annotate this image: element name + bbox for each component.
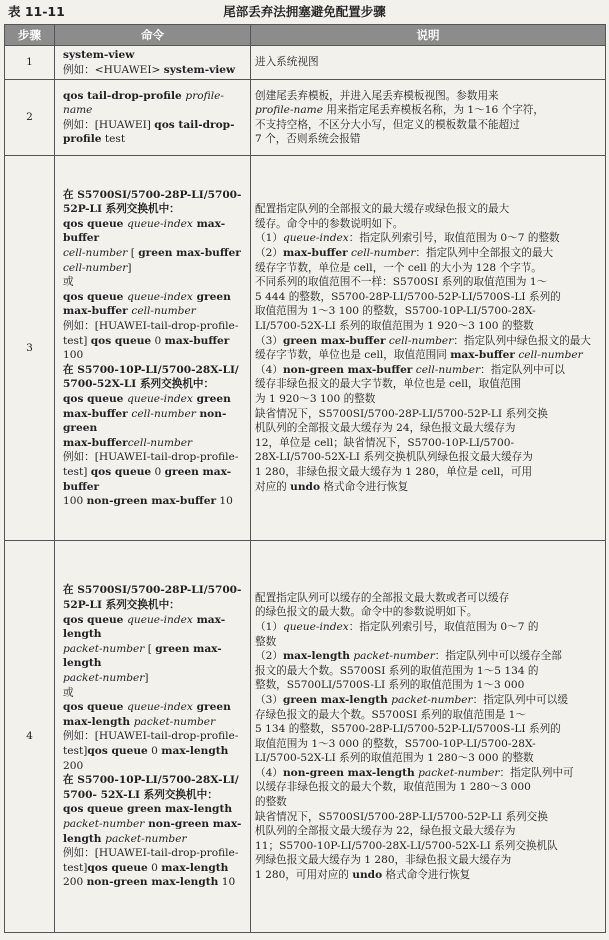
text-run: （1） [255, 620, 283, 633]
text-run: 12，单位是 cell；缺省情况下，S5700-10P-LI/5700- [255, 436, 515, 449]
text-run: green max-length [63, 642, 222, 670]
text-run: 200 [63, 759, 84, 772]
text-run: qos queue [90, 465, 152, 478]
text-run: cell-number [415, 363, 481, 376]
text-run: 5 444 的整数，S5700-28P-LI/5700-52P-LI/5700S-LI 系列的 [255, 290, 561, 303]
text-run: ] [144, 672, 149, 685]
text-run: non-green max-length [282, 766, 415, 779]
text-line [255, 421, 601, 436]
text-run: green max-buffer [138, 247, 241, 260]
text-run: system-view [63, 49, 135, 61]
text-run: 格式命令进行恢复 [320, 480, 409, 493]
text-line [255, 103, 601, 118]
text-run: test] [63, 861, 88, 874]
text-run: 在 [63, 774, 78, 787]
text-run: non-green max-length [86, 876, 219, 889]
text-run: 10 [216, 495, 233, 508]
command-cell [55, 80, 251, 156]
text-run: cell-number [351, 247, 416, 260]
text-run: 5700-52X-LI 系列交换机中： [63, 378, 215, 391]
text-run: green [192, 290, 231, 303]
text-run: max-buffer [282, 247, 348, 260]
text-line [63, 598, 246, 613]
text-line [255, 217, 601, 232]
text-line [63, 583, 246, 598]
text-run: qos queue [90, 334, 152, 347]
text-line [63, 773, 246, 788]
text-line [255, 55, 601, 70]
text-run: non-green [63, 407, 227, 435]
step-number: 3 [5, 156, 55, 541]
text-run: 11；S5700-10P-LI/5700-28X-LI/5700-52X-LI 系列交换机队 [255, 839, 558, 852]
text-line [63, 494, 246, 509]
text-run: test] [63, 744, 88, 757]
text-line [63, 304, 246, 319]
text-line [255, 392, 601, 407]
text-run: qos queue [87, 744, 148, 757]
description-cell [251, 156, 606, 541]
text-line [255, 377, 601, 392]
text-run: 缺省情况下，S5700SI/5700-28P-LI/5700-52P-LI 系列交换 [255, 407, 548, 420]
text-run: （1） [255, 232, 283, 245]
text-run: [ [127, 247, 139, 260]
text-run: 在 S5700SI/5700-28P-LI/5700- [63, 188, 242, 201]
text-run: max-buffer [63, 436, 128, 449]
text-line [63, 132, 246, 147]
text-run: qos tail-drop- [154, 118, 235, 131]
text-run: qos tail-drop-profile [63, 89, 186, 102]
text-run: 0 [147, 861, 162, 874]
text-run: max-length [282, 650, 351, 663]
text-run: （3） [255, 693, 283, 706]
text-run: max-buffer [164, 334, 230, 347]
text-run: profile-name [255, 104, 323, 117]
text-run: 不支持空格，不区分大小写，但定义的模板数量不能超过 [255, 118, 520, 131]
text-run: green [192, 701, 231, 714]
text-line [63, 686, 246, 701]
text-run: 报文的最大个数。S5700SI 系列的取值范围为 1～5 134 的 [255, 664, 539, 677]
text-line [63, 392, 246, 407]
text-run: qos queue [63, 217, 128, 230]
text-run: 或 [63, 686, 74, 699]
text-run: 0 [151, 334, 165, 347]
text-line [255, 737, 601, 752]
text-line [255, 853, 601, 868]
text-run: （4） [255, 363, 283, 376]
text-run: test] [63, 334, 91, 347]
text-run: cell-number [63, 261, 128, 274]
table-number: 表 11-11 [8, 4, 65, 19]
text-line [63, 334, 246, 363]
text-run: max-buffer [63, 407, 132, 420]
header-step: 步骤 [5, 25, 55, 46]
table-row [5, 46, 606, 80]
text-run: 28X-LI/5700-52X-LI 系列交换机队列绿色报文最大缓存为 [255, 451, 533, 464]
text-run: queue-index [282, 620, 349, 633]
text-run: ：指定队列中可以缓存全部 [434, 650, 562, 663]
text-run: 200 [63, 876, 87, 889]
text-run: packet-number [63, 642, 145, 655]
text-run: 缓存非绿色报文的最大字节数，单位也是 cell，取值范围 [255, 378, 522, 391]
text-run: undo [290, 480, 321, 493]
header-description: 说明 [251, 25, 606, 46]
text-line [63, 671, 246, 686]
text-run: packet-number [63, 672, 145, 685]
text-line [255, 591, 601, 606]
text-run: 为 1 920～3 100 的整数 [255, 392, 376, 405]
text-line [255, 407, 601, 422]
text-run: 机队列的全部报文最大缓存为 24，绿色报文最大缓存为 [255, 422, 516, 435]
text-run: 缓存字节数，单位是 cell，一个 cell 的大小为 128 个字节。 [255, 261, 542, 274]
text-run: queue-index [127, 290, 193, 303]
text-line [255, 89, 601, 104]
text-line [255, 334, 601, 349]
text-line [255, 810, 601, 825]
text-run: 例如：[HUAWEI-tail-drop-profile- [63, 730, 239, 743]
text-line [63, 642, 246, 671]
text-run: test [101, 133, 126, 146]
text-run: 0 [147, 744, 162, 757]
text-run: qos queue [63, 701, 128, 714]
step-number: 2 [5, 80, 55, 156]
text-run: max-length [161, 861, 229, 874]
text-line [63, 846, 246, 861]
text-line [63, 319, 246, 334]
text-run: 缺省情况下，S5700SI/5700-28P-LI/5700-52P-LI 系列交换 [255, 810, 548, 823]
text-run: packet-number [105, 832, 187, 845]
text-line [63, 436, 246, 451]
text-run: 5700- 52X-LI 系列交换机中： [63, 788, 218, 801]
text-line [63, 246, 246, 261]
text-line [63, 48, 246, 63]
text-run: queue-index [127, 701, 193, 714]
text-run: ：指定队列中可以缓 [472, 693, 568, 706]
description-cell [251, 46, 606, 80]
text-run: green [192, 392, 231, 405]
text-line [255, 363, 601, 378]
text-line [63, 744, 246, 773]
text-run: ：指定队列中全部报文的最大 [415, 247, 554, 260]
text-run: ] [127, 261, 132, 274]
text-line [63, 188, 246, 203]
text-run: 配置指定队列的全部报文的最大缓存或绿色报文的最大 [255, 203, 510, 216]
text-run: ：指定队列索引号，取值范围为 0～7 的 [348, 620, 539, 633]
text-line [63, 290, 246, 305]
text-run: packet-number [353, 650, 435, 663]
text-run: cell-number [131, 407, 196, 420]
step-number: 1 [5, 46, 55, 80]
text-run: queue-index [127, 613, 193, 626]
text-line [255, 118, 601, 133]
text-run: qos queue [63, 392, 128, 405]
text-line [255, 795, 601, 810]
text-run: cell-number [63, 247, 128, 260]
text-run: 机队列的全部报文最大缓存为 22，绿色报文最大缓存为 [255, 825, 516, 838]
text-run: max-length [63, 715, 134, 728]
text-run: undo [352, 869, 383, 882]
description-cell [251, 541, 606, 933]
text-run: LI/5700-52X-LI 系列的取值范围为 1 920～3 100 的整数 [255, 320, 534, 332]
text-line [255, 231, 601, 246]
text-run: （4） [255, 766, 283, 779]
text-line [63, 465, 246, 494]
text-run: max-length [63, 613, 226, 641]
text-run: profile [63, 133, 102, 146]
text-run: green max-buffer [63, 465, 232, 493]
text-line [63, 63, 246, 78]
text-line [63, 377, 246, 392]
text-run: ：指定队列索引号，取值范围为 0～7 的整数 [348, 232, 560, 245]
text-line [63, 817, 246, 832]
text-run: cell-number [131, 305, 196, 318]
text-line [63, 261, 246, 276]
text-run: 100 [63, 495, 87, 508]
text-line [63, 729, 246, 744]
table-caption [8, 2, 601, 22]
text-run: green max-buffer [282, 334, 386, 347]
text-run: 5 134 的整数，S5700-28P-LI/5700-52P-LI/5700S-LI 系列的 [255, 723, 561, 736]
text-run: 列绿色报文最大缓存为 1 280，非绿色报文最大缓存为 [255, 854, 512, 867]
text-run: 以缓存非绿色报文的最大个数，取值范围为 1 280～3 000 [255, 781, 531, 794]
text-run: 的绿色报文的最大数。命令中的参数说明如下。 [255, 606, 478, 619]
text-run: qos queue [63, 290, 128, 303]
text-run: non-green max- [144, 817, 242, 830]
text-line [63, 613, 246, 642]
text-line [255, 839, 601, 854]
text-line [63, 875, 246, 890]
text-run: 7 个，否则系统会报错 [255, 133, 361, 146]
text-line [255, 751, 601, 766]
text-run: 缓存字节数，单位也是 cell，取值范围同 [255, 349, 451, 362]
text-line [63, 407, 246, 436]
command-cell [55, 541, 251, 933]
text-line [63, 788, 246, 803]
text-run: packet-number [418, 766, 500, 779]
text-line [255, 319, 601, 334]
text-run: profile-name [63, 89, 224, 117]
text-line [255, 635, 601, 650]
text-run: qos queue green max-length [63, 803, 233, 816]
description-cell [251, 80, 606, 156]
text-run: 例如：[HUAWEI-tail-drop-profile- [63, 320, 239, 332]
text-line [63, 450, 246, 465]
text-run: 存绿色报文的最大个数。S5700SI 系列的取值范围是 1～ [255, 708, 527, 721]
text-run: 用来指定尾丢弃模板名称，为 1～16 个字符， [322, 104, 544, 117]
text-run: 整数，S5700LI/5700S-LI 系列的取值范围为 1～3 000 [255, 679, 525, 692]
text-run: 格式命令进行恢复 [382, 869, 471, 882]
text-run: non-green max-buffer [282, 363, 413, 376]
text-line [255, 868, 601, 883]
text-line [255, 824, 601, 839]
table-row [5, 541, 606, 933]
table-row [5, 80, 606, 156]
text-run: 1 280，可用对应的 [255, 869, 353, 882]
text-run: 对应的 [255, 480, 291, 493]
text-run: 1 280，非绿色报文最大缓存为 1 280，单位是 cell，可用 [255, 465, 533, 478]
text-run: 52P-LI 系列交换机中： [63, 599, 180, 612]
text-line [255, 708, 601, 723]
text-run: qos queue [87, 861, 148, 874]
text-run: 取值范围为 1～3 100 的整数，S5700-10P-LI/5700-28X- [255, 305, 536, 318]
text-run: [ [144, 642, 156, 655]
text-run: （3） [255, 334, 283, 347]
text-run: 进入系统视图 [255, 56, 319, 69]
text-run: S5700-10P-LI/5700-28X-LI/ [77, 774, 239, 787]
text-run: 10 [218, 876, 236, 889]
text-run: ：指定队列中可以 [480, 363, 565, 376]
command-cell [55, 46, 251, 80]
text-run: LI/5700-52X-LI 系列的取值范围为 1 280～3 000 的整数 [255, 752, 534, 765]
text-line [63, 861, 246, 876]
text-line [63, 363, 246, 378]
table-title: 尾部丢弃法拥塞避免配置步骤 [223, 4, 386, 19]
text-line [255, 246, 601, 261]
text-run: queue-index [282, 232, 349, 245]
command-cell [55, 156, 251, 541]
text-line [255, 693, 601, 708]
text-line [255, 678, 601, 693]
text-run: cell-number [127, 436, 193, 449]
text-run: （2） [255, 650, 283, 663]
text-run: qos queue [63, 613, 128, 626]
text-line [63, 89, 246, 118]
text-run: 例如：[HUAWEI-tail-drop-profile- [63, 451, 239, 464]
text-line [255, 605, 601, 620]
text-line [63, 700, 246, 715]
text-run: length [63, 832, 106, 845]
text-run: non-green max-buffer [86, 495, 217, 508]
text-line [255, 465, 601, 480]
text-run: ：指定队列中绿色报文的最大 [453, 334, 591, 347]
text-run: 取值范围为 1～3 000 的整数，S5700-10P-LI/5700-28X- [255, 737, 536, 750]
text-run: 52P-LI 系列交换机中： [63, 203, 180, 216]
text-line [255, 766, 601, 781]
text-line [255, 780, 601, 795]
text-run: 整数 [255, 635, 277, 648]
text-line [63, 202, 246, 217]
text-run: 例如：[HUAWEI-tail-drop-profile- [63, 847, 239, 860]
text-line [63, 217, 246, 246]
text-line [255, 275, 601, 290]
header-command: 命令 [55, 25, 251, 46]
text-run: 不同系列的取值范围不一样：S5700SI 系列的取值范围为 1～ [255, 276, 548, 289]
text-run: max-buffer [63, 217, 226, 245]
text-run: S5700-10P-LI/5700-28X-LI/ [77, 363, 239, 376]
table-header-row [5, 25, 606, 46]
text-run: （2） [255, 247, 283, 260]
text-run: 0 [151, 465, 165, 478]
text-line [63, 118, 246, 133]
text-run: cell-number [388, 334, 454, 347]
text-run: system-view [163, 63, 236, 76]
text-line [255, 202, 601, 217]
text-run: 在 S5700SI/5700-28P-LI/5700- [63, 584, 242, 597]
text-line [255, 304, 601, 319]
text-line [255, 436, 601, 451]
text-line [255, 722, 601, 737]
step-number: 4 [5, 541, 55, 933]
table-row [5, 156, 606, 541]
text-run: max-length [161, 744, 229, 757]
text-line [63, 802, 246, 817]
text-run: 配置指定队列可以缓存的全部报文最大数或者可以缓存 [255, 591, 510, 604]
text-run: packet-number [391, 693, 473, 706]
text-line [255, 132, 601, 147]
text-run: test] [63, 465, 91, 478]
text-run: 创建尾丢弃模板，并进入尾丢弃模板视图。参数用来 [255, 89, 499, 102]
text-line [255, 450, 601, 465]
text-run: packet-number [133, 715, 216, 728]
text-line [255, 261, 601, 276]
text-line [63, 275, 246, 290]
text-run: packet-number [63, 817, 145, 830]
text-run: 100 [63, 349, 84, 362]
text-run: 在 [63, 363, 78, 376]
text-run: 例如：<HUAWEI> [63, 63, 164, 76]
text-run: cell-number [518, 349, 583, 362]
text-run: queue-index [127, 392, 193, 405]
text-run: ：指定队列中可 [499, 766, 574, 779]
text-run: max-buffer [63, 305, 132, 318]
text-line [255, 620, 601, 635]
text-line [255, 290, 601, 305]
text-run: green max-length [282, 693, 388, 706]
text-run: 缓存。命令中的参数说明如下。 [255, 217, 404, 230]
text-run: 例如：[HUAWEI] [63, 118, 155, 131]
text-line [255, 480, 601, 495]
text-line [255, 649, 601, 664]
text-run: max-buffer [450, 349, 515, 362]
text-line [255, 348, 601, 363]
text-run: 的整数 [255, 796, 287, 809]
text-run: queue-index [127, 217, 193, 230]
text-line [255, 664, 601, 679]
text-line [63, 715, 246, 730]
text-line [63, 832, 246, 847]
config-steps-table [4, 24, 606, 933]
text-run: 或 [63, 276, 74, 289]
